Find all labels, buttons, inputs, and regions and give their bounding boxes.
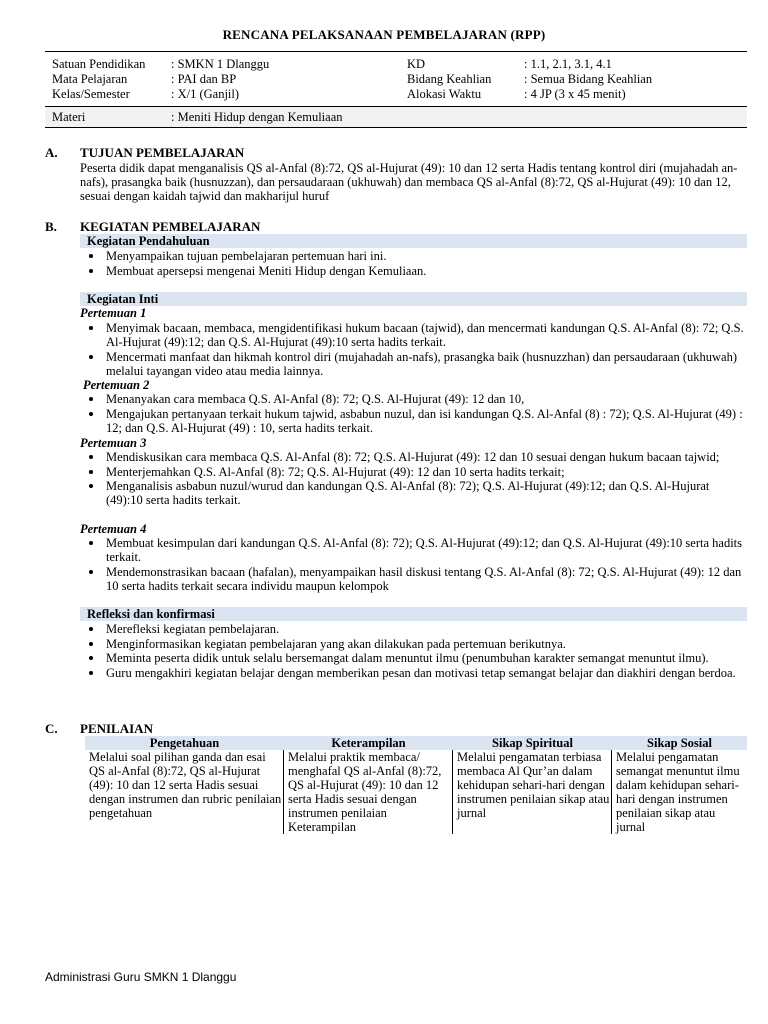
table-cell: Melalui praktik membaca/ menghafal QS al-Anfal (8):72, QS al-Hujurat (49): 10 dan 12 serta Hadis sesuai dengan instrumen penilaian Keterampilan xyxy=(284,750,453,834)
pertemuan-2-list xyxy=(80,392,744,435)
info-row xyxy=(45,72,747,87)
list-item: Mendemonstrasikan bacaan (hafalan), menyampaikan hasil diskusi tentang Q.S. Al-Anfal (8): 72; Q.S. Al-Hujurat (49): 12 dan 10 serta hadits terkait secara individu maupun kelompok xyxy=(80,565,744,593)
info-value: : 1.1, 2.1, 3.1, 4.1 xyxy=(524,57,612,71)
info-label: Alokasi Waktu xyxy=(407,87,482,101)
refleksi-list xyxy=(80,622,744,680)
info-row xyxy=(45,87,747,102)
info-value: : PAI dan BP xyxy=(171,72,237,86)
column-header: Sikap Spiritual xyxy=(492,736,573,750)
column-header: Sikap Sosial xyxy=(647,736,712,750)
info-row xyxy=(45,57,747,72)
list-item: Meminta peserta didik untuk selalu bersemangat dalam menuntut ilmu (penumbuhan karakter semangat menuntut ilmu). xyxy=(80,651,744,665)
info-value: : X/1 (Ganjil) xyxy=(171,87,240,101)
page-footer: Administrasi Guru SMKN 1 Dlanggu xyxy=(45,970,237,984)
materi-value: : Meniti Hidup dengan Kemuliaan xyxy=(171,110,343,124)
pendahuluan-list xyxy=(80,249,744,278)
section-a-heading xyxy=(45,145,244,161)
list-item: Merefleksi kegiatan pembelajaran. xyxy=(80,622,744,636)
section-letter: C. xyxy=(45,721,58,736)
refleksi-band: Refleksi dan konfirmasi xyxy=(80,607,747,621)
info-value: : SMKN 1 Dlanggu xyxy=(171,57,270,71)
list-item: Menanyakan cara membaca Q.S. Al-Anfal (8): 72; Q.S. Al-Hujurat (49): 12 dan 10, xyxy=(80,392,744,406)
pertemuan-2-label: Pertemuan 2 xyxy=(83,378,150,392)
info-value: : Semua Bidang Keahlian xyxy=(524,72,653,86)
section-a-body: Peserta didik dapat menganalisis QS al-Anfal (8):72, QS al-Hujurat (49): 10 dan 12 serta Hadis tentang kontrol diri (mujahadah an-nafs), prasangka baik (husnuzzan), dan persaudaraan (ukhuwah) dan membaca QS al-Anfal (8):72, QS al-Hujurat (49): 10 dan 12, sesuai dengan kaidah tajwid dan makharijul huruf xyxy=(80,161,738,203)
pendahuluan-band: Kegiatan Pendahuluan xyxy=(80,234,747,248)
section-c-heading xyxy=(45,721,153,737)
info-label: Kelas/Semester xyxy=(52,87,130,101)
table-cell: Melalui pengamatan semangat menuntut ilmu dalam kehidupan sehari-hari dengan instrumen penilaian sikap atau jurnal xyxy=(616,750,740,834)
info-label: Bidang Keahlian xyxy=(407,72,492,86)
list-item: Menyimak bacaan, membaca, mengidentifikasi hukum bacaan (tajwid), dan mencermati kandungan Q.S. Al-Anfal (8): 72; Q.S. Al-Hujurat (49):12; dan Q.S. Al-Hujurat (49):10 serta hadits terkait. xyxy=(80,321,744,349)
pertemuan-1-label: Pertemuan 1 xyxy=(80,306,147,320)
column-header: Pengetahuan xyxy=(149,736,220,750)
inti-band: Kegiatan Inti xyxy=(80,292,747,306)
section-letter: B. xyxy=(45,219,57,234)
list-item: Mengajukan pertanyaan terkait hukum tajwid, asbabun nuzul, dan isi kandungan Q.S. Al-Anfal (8) : 72); Q.S. Al-Hujurat (49) : 12; dan Q.S. Al-Hujurat (49) : 10, serta hadits terkait. xyxy=(80,407,744,435)
column-header: Keterampilan xyxy=(331,736,406,750)
pertemuan-4-list xyxy=(80,536,744,593)
pertemuan-1-list xyxy=(80,321,744,378)
info-table xyxy=(45,51,747,128)
info-label: Mata Pelajaran xyxy=(52,72,128,86)
assessment-table xyxy=(85,736,747,834)
list-item: Menginformasikan kegiatan pembelajaran yang akan dilakukan pada pertemuan berikutnya. xyxy=(80,637,744,651)
pertemuan-3-label: Pertemuan 3 xyxy=(80,436,147,450)
pertemuan-4-label: Pertemuan 4 xyxy=(80,522,147,536)
list-item: Menganalisis asbabun nuzul/wurud dan kandungan Q.S. Al-Anfal (8): 72); Q.S. Al-Hujurat (49):12; dan Q.S. Al-Hujurat (49):10 serta hadits terkait. xyxy=(80,479,744,507)
assessment-header-row xyxy=(85,736,747,750)
section-title: PENILAIAN xyxy=(80,721,153,736)
info-value: : 4 JP (3 x 45 menit) xyxy=(524,87,626,101)
list-item: Menyampaikan tujuan pembelajaran pertemuan hari ini. xyxy=(80,249,744,263)
list-item: Guru mengakhiri kegiatan belajar dengan memberikan pesan dan motivasi tetap semangat belajar dan diakhiri dengan berdoa. xyxy=(80,666,744,680)
info-label: Satuan Pendidikan xyxy=(52,57,146,71)
section-title: TUJUAN PEMBELAJARAN xyxy=(80,145,245,160)
assessment-body-row xyxy=(85,750,747,834)
section-b-heading xyxy=(45,219,260,235)
table-cell: Melalui pengamatan terbiasa membaca Al Qur’an dalam kehidupan sehari-hari dengan instrumen penilaian sikap atau jurnal xyxy=(453,750,612,834)
list-item: Membuat kesimpulan dari kandungan Q.S. Al-Anfal (8): 72); Q.S. Al-Hujurat (49):12; dan Q.S. Al-Hujurat (49):10 serta hadits terkait. xyxy=(80,536,744,564)
list-item: Membuat apersepsi mengenai Meniti Hidup dengan Kemuliaan. xyxy=(80,264,744,278)
section-title: KEGIATAN PEMBELAJARAN xyxy=(80,219,261,234)
materi-row xyxy=(45,106,747,127)
table-cell: Melalui soal pilihan ganda dan esai QS al-Anfal (8):72, QS al-Hujurat (49): 10 dan 12 serta Hadis sesuai dengan instrumen dan rubric penilaian pengetahuan xyxy=(85,750,284,834)
materi-label: Materi xyxy=(52,110,86,124)
list-item: Menterjemahkan Q.S. Al-Anfal (8): 72; Q.S. Al-Hujurat (49): 12 dan 10 serta hadits terkait; xyxy=(80,465,744,479)
section-letter: A. xyxy=(45,145,58,160)
document-title: RENCANA PELAKSANAAN PEMBELAJARAN (RPP) xyxy=(222,27,546,42)
pertemuan-3-list xyxy=(80,450,744,508)
info-label: KD xyxy=(407,57,426,71)
list-item: Mendiskusikan cara membaca Q.S. Al-Anfal (8): 72; Q.S. Al-Hujurat (49): 12 dan 10 sesuai dengan hukum bacaan tajwid; xyxy=(80,450,744,464)
list-item: Mencermati manfaat dan hikmah kontrol diri (mujahadah an-nafs), prasangka baik (husnuzzhan) dan persaudaraan (ukhuwah) melalui tayangan video atau media lainnya. xyxy=(80,350,744,378)
